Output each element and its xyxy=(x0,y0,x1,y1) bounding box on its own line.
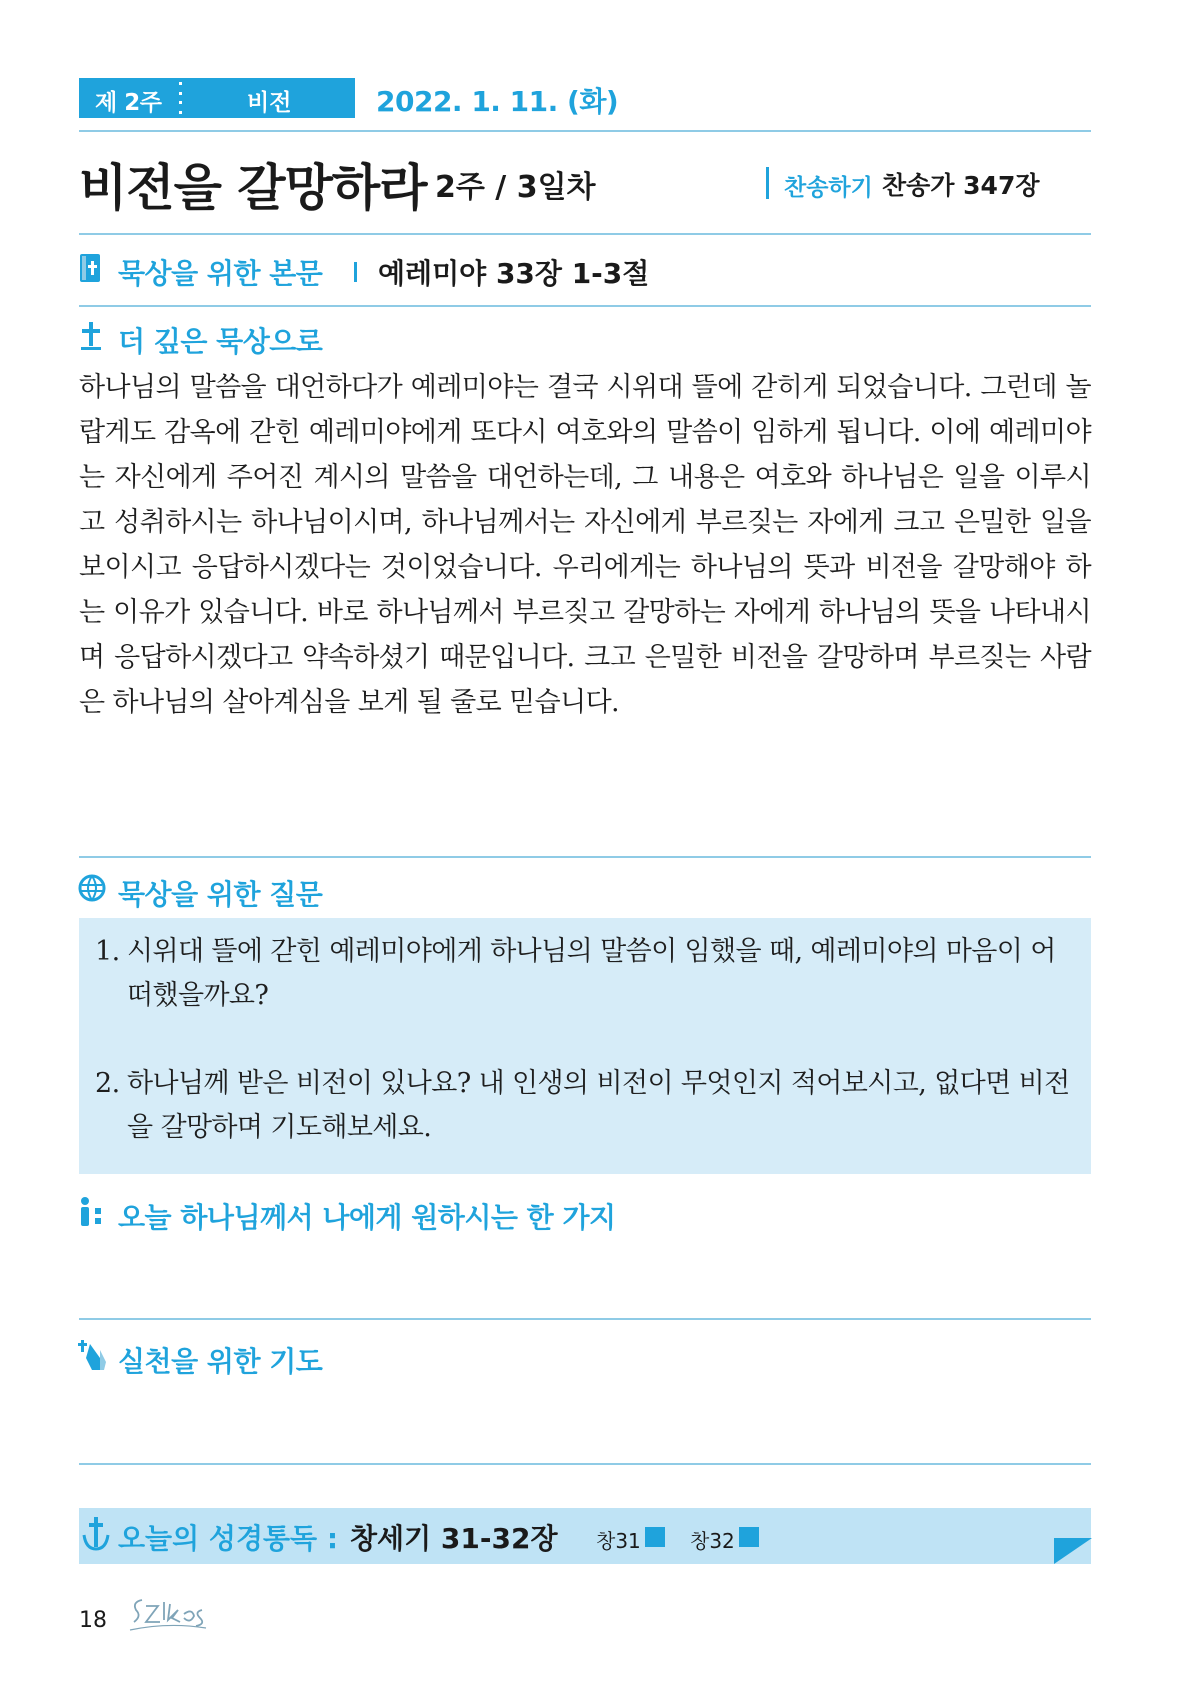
day-info: 2주 / 3일차 xyxy=(435,170,596,205)
week-theme-tag xyxy=(79,78,355,118)
bible-icon xyxy=(79,252,101,288)
person-icon xyxy=(78,1196,106,1232)
date: 2022. 1. 11. (화) xyxy=(376,85,619,118)
signature-logo xyxy=(128,1592,208,1640)
meditation-section-label: 더 깊은 묵상으로 xyxy=(118,325,323,358)
today-one-thing-label: 오늘 하나님께서 나에게 원하시는 한 가지 xyxy=(118,1201,616,1234)
cross-icon xyxy=(79,320,103,356)
anchor-cross-icon xyxy=(82,1515,110,1557)
bible-reading-label: 오늘의 성경통독 : xyxy=(118,1522,339,1555)
hymn-value: 찬송가 347장 xyxy=(882,171,1040,200)
divider xyxy=(79,233,1091,235)
reading-check-label: 창31 xyxy=(596,1529,641,1553)
theme-label: 비전 xyxy=(247,90,292,116)
praying-hands-icon xyxy=(78,1338,108,1376)
hymn-marker xyxy=(766,167,769,199)
bible-reading-book: 창세기 31-32장 xyxy=(350,1522,558,1555)
question-text: 하나님께 받은 비전이 있나요? 내 인생의 비전이 무엇인지 적어보시고, 없다면 비전을 갈망하며 기도해보세요. xyxy=(127,1068,1070,1143)
divider xyxy=(79,856,1091,858)
divider xyxy=(79,1463,1091,1465)
prayer-section-label: 실천을 위한 기도 xyxy=(118,1345,323,1378)
question-text: 시위대 뜰에 갇힌 예레미야에게 하나님의 말씀이 임했을 때, 예레미야의 마음이 어떠했을까요? xyxy=(127,936,1056,1011)
reading-checkbox[interactable] xyxy=(645,1527,665,1547)
globe-icon xyxy=(78,873,106,907)
page-number: 18 xyxy=(79,1608,107,1633)
questions-box xyxy=(79,918,1091,1174)
corner-fold-icon xyxy=(1054,1538,1092,1568)
week-label: 제 2주 xyxy=(95,90,162,116)
scripture-section-label: 묵상을 위한 본문 xyxy=(118,257,323,290)
scripture-separator xyxy=(354,262,357,282)
hymn-label: 찬송하기 xyxy=(784,175,873,201)
divider xyxy=(79,130,1091,132)
question-item xyxy=(95,930,1075,1018)
page-title: 비전을 갈망하라 xyxy=(79,159,427,217)
tag-divider xyxy=(176,82,184,114)
question-number: 1. xyxy=(95,936,120,967)
question-number: 2. xyxy=(95,1068,120,1099)
meditation-text: 하나님의 말씀을 대언하다가 예레미야는 결국 시위대 뜰에 갇히게 되었습니다. 그런데 놀랍게도 감옥에 갇힌 예레미야에게 또다시 여호와의 말씀이 임하게 됩니다. 이에 예레미야는 자신에게 주어진 계시의 말씀을 대언하는데, 그 내용은 여호와 하나님은 일을 이루시고 성취하시는 하나님이시며, 하나님께서는 자신에게 부르짖는 자에게 크고 은밀한 일을 보이시고 응답하시겠다는 것이었습니다. 우리에게는 하나님의 뜻과 비전을 갈망해야 하는 이유가 있습니다. 바로 하나님께서 부르짖고 갈망하는 자에게 하나님의 뜻을 나타내시며 응답하시겠다고 약속하셨기 때문입니다. 크고 은밀한 비전을 갈망하며 부르짖는 사람은 하나님의 살아계심을 보게 될 줄로 믿습니다. xyxy=(79,372,1091,718)
questions-section-label: 묵상을 위한 질문 xyxy=(118,878,323,911)
reading-checkbox[interactable] xyxy=(739,1527,759,1547)
divider xyxy=(79,305,1091,307)
question-item xyxy=(95,1062,1075,1150)
divider xyxy=(79,1318,1091,1320)
reading-check-label: 창32 xyxy=(690,1529,735,1553)
scripture-reference: 예레미야 33장 1-3절 xyxy=(378,257,650,290)
